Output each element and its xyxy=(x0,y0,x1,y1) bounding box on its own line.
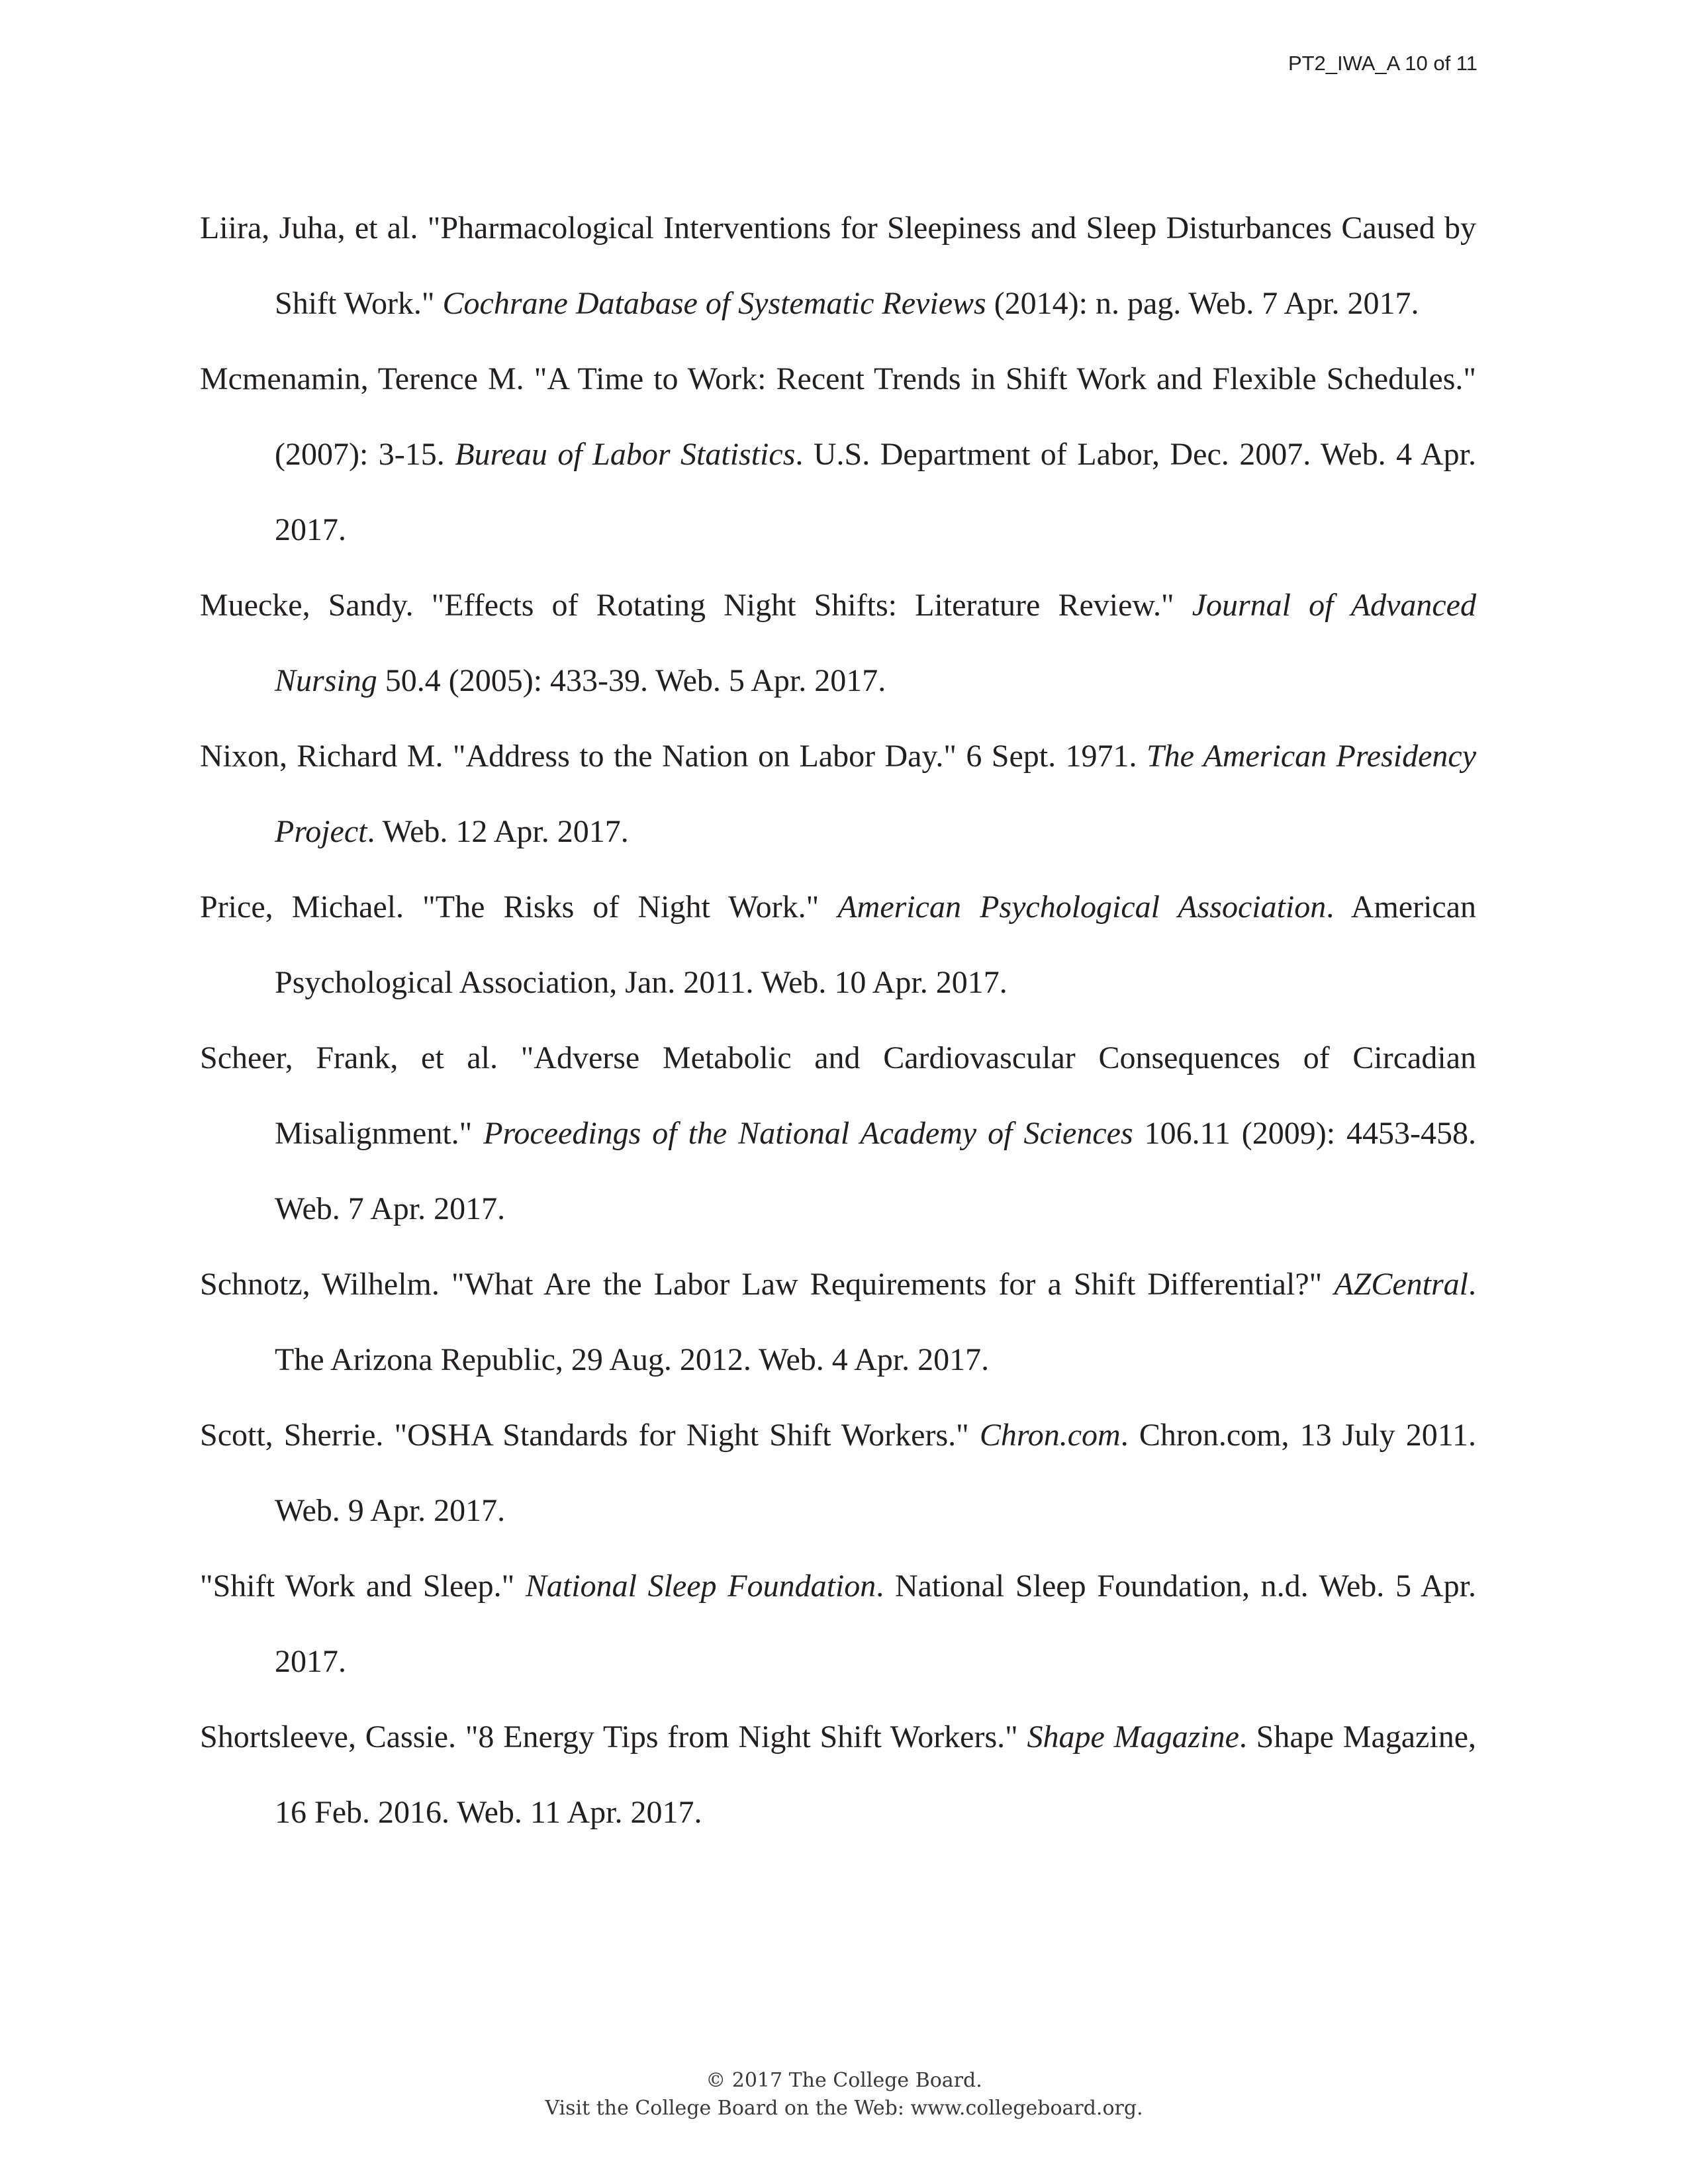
citation-source-title: Journal of Advanced Nursing xyxy=(275,588,1476,698)
citation-text: Muecke, Sandy. "Effects of Rotating Night Shifts: Literature Review." xyxy=(200,588,1192,623)
citation-source-title: AZCentral xyxy=(1334,1267,1468,1302)
citation-details: . U.S. Department of Labor, Dec. 2007. Web. 4 Apr. 2017. xyxy=(275,437,1476,547)
citation-text: Nixon, Richard M. "Address to the Nation on Labor Day." 6 Sept. 1971. xyxy=(200,739,1147,774)
citation-text: Price, Michael. "The Risks of Night Work." xyxy=(200,889,838,925)
citation-entry xyxy=(200,1021,1476,1247)
citation-source-title: Bureau of Labor Statistics xyxy=(455,437,796,472)
citation-entry xyxy=(200,1700,1476,1850)
citation-details: . Web. 12 Apr. 2017. xyxy=(367,814,629,849)
citation-text: Mcmenamin, Terence M. "A Time to Work: Recent Trends in Shift Work and Flexible Schedules." (2007): 3-15. xyxy=(200,361,1476,472)
citation-entry xyxy=(200,191,1476,341)
citation-text: Scheer, Frank, et al. "Adverse Metabolic and Cardiovascular Consequences of Circadian Misalignment." xyxy=(200,1040,1476,1151)
citation-details: . National Sleep Foundation, n.d. Web. 5 Apr. 2017. xyxy=(275,1569,1477,1679)
citation-entry xyxy=(200,568,1476,719)
citation-source-title: The American Presidency Project xyxy=(275,739,1476,849)
page-number-label: PT2_IWA_A 10 of 11 xyxy=(1288,52,1477,75)
citation-entry xyxy=(200,1247,1476,1398)
citation-details: 50.4 (2005): 433-39. Web. 5 Apr. 2017. xyxy=(377,663,886,698)
citation-text: Schnotz, Wilhelm. "What Are the Labor Law Requirements for a Shift Differential?" xyxy=(200,1267,1335,1302)
citation-entry xyxy=(200,870,1476,1021)
works-cited-list xyxy=(200,191,1476,1850)
citation-details: . The Arizona Republic, 29 Aug. 2012. Web. 4 Apr. 2017. xyxy=(275,1267,1476,1377)
citation-text: Scott, Sherrie. "OSHA Standards for Night Shift Workers." xyxy=(200,1418,980,1453)
citation-text: "Shift Work and Sleep." xyxy=(200,1569,526,1604)
citation-details: (2014): n. pag. Web. 7 Apr. 2017. xyxy=(986,286,1419,321)
citation-text: Shortsleeve, Cassie. "8 Energy Tips from Night Shift Workers." xyxy=(200,1719,1027,1754)
citation-source-title: Chron.com xyxy=(979,1418,1121,1453)
citation-details: . American Psychological Association, Jan. 2011. Web. 10 Apr. 2017. xyxy=(275,889,1477,1000)
citation-source-title: American Psychological Association xyxy=(837,889,1327,925)
page-footer xyxy=(0,2067,1688,2122)
citation-entry xyxy=(200,341,1476,568)
citation-source-title: Cochrane Database of Systematic Reviews xyxy=(442,286,986,321)
citation-entry xyxy=(200,1398,1476,1549)
citation-source-title: Shape Magazine xyxy=(1027,1719,1239,1754)
citation-details: . Chron.com, 13 July 2011. Web. 9 Apr. 2017. xyxy=(275,1418,1476,1528)
citation-entry xyxy=(200,1549,1476,1700)
citation-details: . Shape Magazine, 16 Feb. 2016. Web. 11 Apr. 2017. xyxy=(275,1719,1476,1830)
citation-entry xyxy=(200,719,1476,870)
copyright-notice: © 2017 The College Board. xyxy=(706,2069,982,2092)
website-notice: Visit the College Board on the Web: www.collegeboard.org. xyxy=(545,2097,1143,2120)
citation-source-title: National Sleep Foundation xyxy=(525,1569,876,1604)
citation-text: Liira, Juha, et al. "Pharmacological Interventions for Sleepiness and Sleep Disturbances Caused by Shift Work." xyxy=(200,210,1476,321)
citation-details: 106.11 (2009): 4453-458. Web. 7 Apr. 2017. xyxy=(275,1116,1477,1226)
citation-source-title: Proceedings of the National Academy of Sciences xyxy=(483,1116,1133,1151)
